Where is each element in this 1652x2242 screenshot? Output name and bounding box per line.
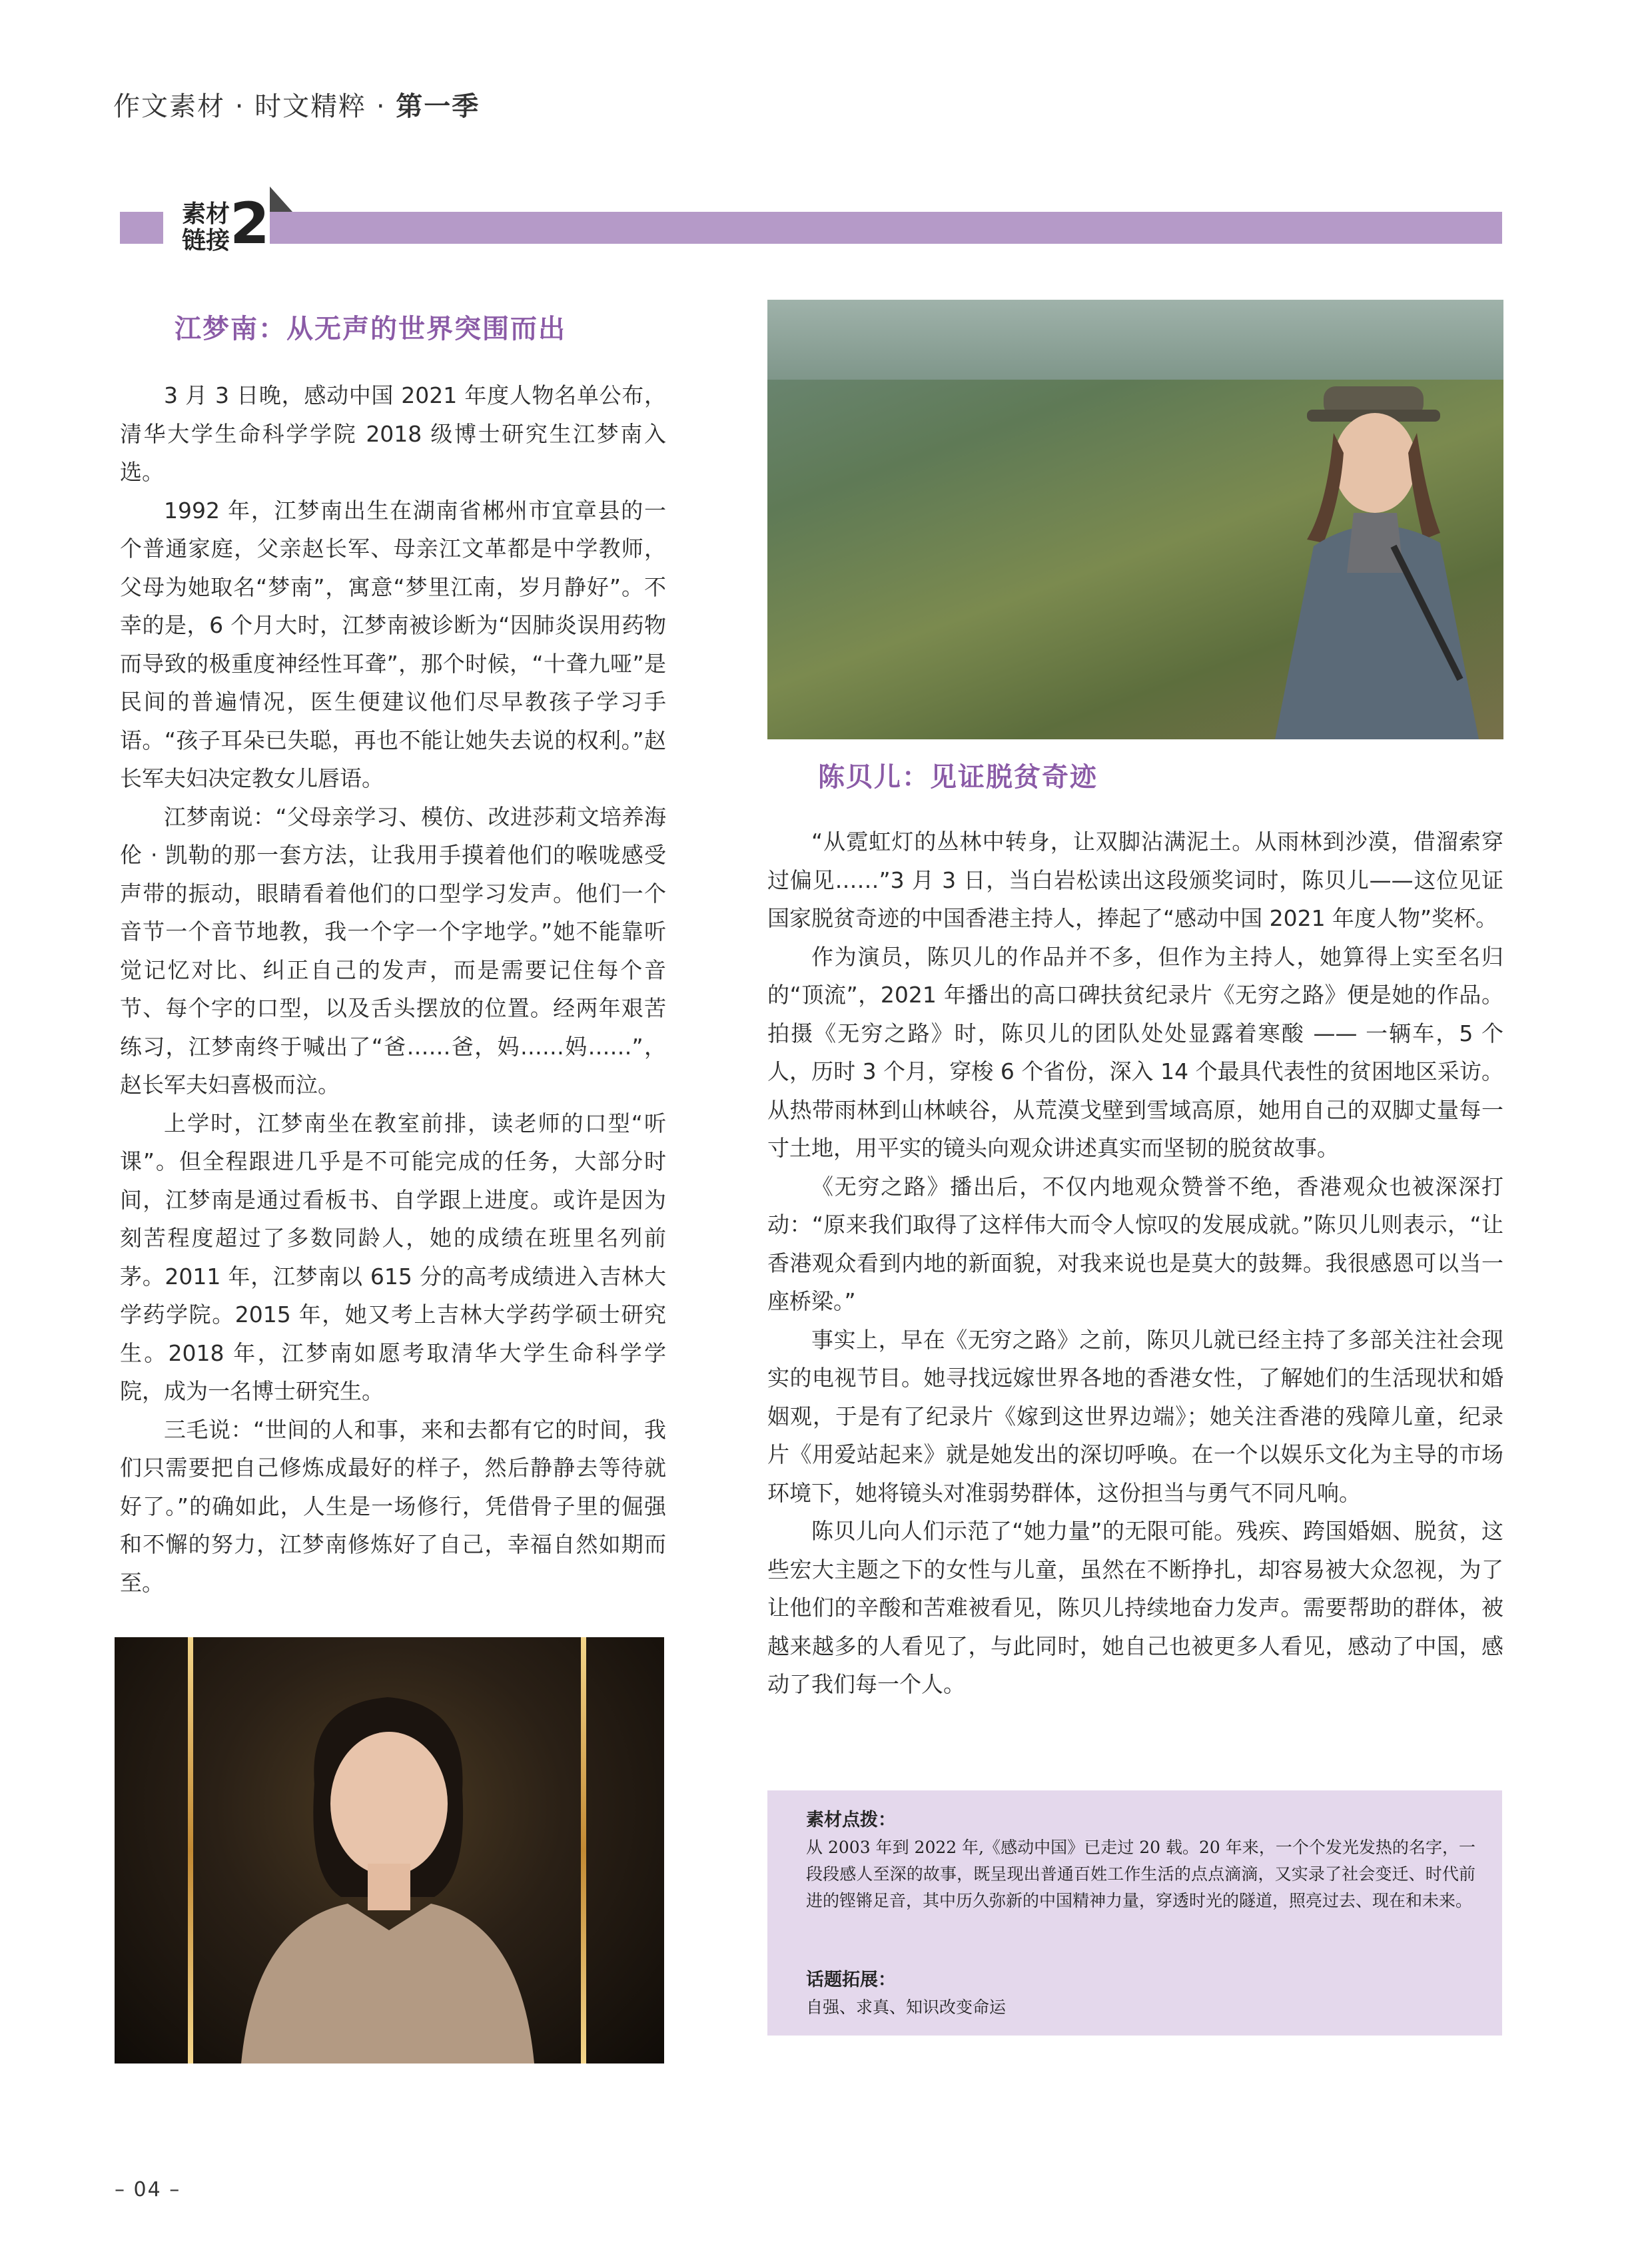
section-label-line2: 链接 bbox=[182, 227, 230, 254]
article1-paragraph: 1992 年，江梦南出生在湖南省郴州市宜章县的一个普通家庭，父亲赵长军、母亲江文革都是中学教师，父母为她取名“梦南”，寓意“梦里江南，岁月静好”。不幸的是，6 个月大时，江梦南被诊断为“因肺炎误用药物而导致的极重度神经性耳聋”，那个时候，“十聋九哑”是民间的普遍情况，医生便建议他们尽早教孩子学习手语。“孩子耳朵已失聪，再也不能让她失去说的权利。”赵长军夫妇决定教女儿唇语。 bbox=[120, 497, 666, 791]
tip-text: 从 2003 年到 2022 年,《感动中国》已走过 20 载。20 年来，一个个发光发热的名字，一段段感人至深的故事，既呈现出普通百姓工作生活的点点滴滴，又实录了社会变迁、时代前进的铿锵足音，其中历久弥新的中国精神力量，穿透时光的隧道，照亮过去、现在和未来。 bbox=[806, 1838, 1475, 1910]
section-badge bbox=[163, 187, 270, 261]
article2-paragraph: 事实上，早在《无穷之路》之前，陈贝儿就已经主持了多部关注社会现实的电视节目。她寻找远嫁世界各地的香港女性，了解她们的生活现状和婚姻观，于是有了纪录片《嫁到这世界边端》；她关注香港的残障儿童，纪录片《用爱站起来》就是她发出的深切呼唤。在一个以娱乐文化为主导的市场环境下，她将镜头对准弱势群体，这份担当与勇气不同凡响。 bbox=[767, 1326, 1503, 1506]
article2-paragraph: “从霓虹灯的丛林中转身，让双脚沾满泥土。从雨林到沙漠，借溜索穿过偏见……”3 月 3 日，当白岩松读出这段颁奖词时，陈贝儿——这位见证国家脱贫奇迹的中国香港主持人，捧起了“感动中国 2021 年度人物”奖杯。 bbox=[767, 829, 1503, 931]
article2-title: 陈贝儿：见证脱贫奇迹 bbox=[818, 762, 1098, 793]
article1-title: 江梦南：从无声的世界突围而出 bbox=[175, 314, 566, 344]
section-bar bbox=[120, 212, 1502, 244]
section-number: 2 bbox=[230, 190, 270, 257]
running-head-season: 第一季 bbox=[396, 91, 480, 122]
article1-paragraph: 3 月 3 日晚，感动中国 2021 年度人物名单公布，清华大学生命科学学院 2018 级博士研究生江梦南入选。 bbox=[120, 382, 666, 485]
article2-paragraph: 陈贝儿向人们示范了“她力量”的无限可能。残疾、跨国婚姻、脱贫，这些宏大主题之下的女性与儿童，虽然在不断挣扎，却容易被大众忽视，为了让他们的辛酸和苦难被看见，陈贝儿持续地奋力发声。需要帮助的群体，被越来越多的人看见了，与此同时，她自己也被更多人看见，感动了中国，感动了我们每一个人。 bbox=[767, 1518, 1503, 1697]
chen-beier-photo bbox=[767, 300, 1503, 739]
material-tip-box bbox=[767, 1790, 1502, 2036]
gold-light-strip bbox=[581, 1637, 586, 2063]
article1-paragraph: 三毛说：“世间的人和事，来和去都有它的时间，我们只需要把自己修炼成最好的样子，然后静静去等待就好了。”的确如此，人生是一场修行，凭借骨子里的倔强和不懈的努力，江梦南修炼好了自己，幸福自然如期而至。 bbox=[120, 1416, 666, 1596]
article1-body bbox=[120, 376, 666, 1602]
jiang-mengnan-photo bbox=[115, 1637, 664, 2063]
page-number: – 04 – bbox=[115, 2178, 181, 2201]
section-badge-label bbox=[182, 201, 230, 254]
tip-heading: 素材点拨： bbox=[806, 1810, 896, 1830]
article2-paragraph: 作为演员，陈贝儿的作品并不多，但作为主持人，她算得上实至名归的“顶流”，2021 年播出的高口碑扶贫纪录片《无穷之路》便是她的作品。拍摄《无穷之路》时，陈贝儿的团队处处显露着寒酸 —— 一辆车，5 个人，历时 3 个月，穿梭 6 个省份，深入 14 个最具代表性的贫困地区采访。从热带雨林到山林峡谷，从荒漠戈壁到雪域高原，她用自己的双脚丈量每一寸土地，用平实的镜头向观众讲述真实而坚韧的脱贫故事。 bbox=[767, 943, 1503, 1161]
photo-sky bbox=[767, 300, 1503, 380]
article2-paragraph: 《无穷之路》播出后，不仅内地观众赞誉不绝，香港观众也被深深打动：“原来我们取得了这样伟大而令人惊叹的发展成就。”陈贝儿则表示，“让香港观众看到内地的新面貌，对我来说也是莫大的鼓舞。我很感恩可以当一座桥梁。” bbox=[767, 1173, 1503, 1314]
running-head-prefix: 作文素材 · 时文精粹 · bbox=[113, 91, 396, 122]
section-label-line1: 素材 bbox=[182, 200, 230, 228]
article1-paragraph: 上学时，江梦南坐在教室前排，读老师的口型“听课”。但全程跟进几乎是不可能完成的任务，大部分时间，江梦南是通过看板书、自学跟上进度。或许是因为刻苦程度超过了多数同龄人，她的成绩在班里名列前茅。2011 年，江梦南以 615 分的高考成绩进入吉林大学药学院。2015 年，她又考上吉林大学药学硕士研究生。2018 年，江梦南如愿考取清华大学生命科学学院，成为一名博士研究生。 bbox=[120, 1110, 666, 1404]
person-figure bbox=[1260, 373, 1500, 739]
topic-heading: 话题拓展： bbox=[806, 1970, 896, 1990]
running-head bbox=[113, 85, 480, 123]
section-corner-decoration bbox=[270, 187, 292, 212]
gold-light-strip bbox=[188, 1637, 193, 2063]
portrait-figure bbox=[214, 1677, 561, 2063]
article2-body bbox=[767, 823, 1503, 1704]
topic-text: 自强、求真、知识改变命运 bbox=[806, 1998, 1007, 2017]
article1-paragraph: 江梦南说：“父母亲学习、模仿、改进莎莉文培养海伦 · 凯勒的那一套方法，让我用手摸着他们的喉咙感受声带的振动，眼睛看着他们的口型学习发声。他们一个音节一个音节地教，我一个字一个字地学。”她不能靠听觉记忆对比、纠正自己的发声，而是需要记住每个音节、每个字的口型，以及舌头摆放的位置。经两年艰苦练习，江梦南终于喊出了“爸……爸，妈……妈……”，赵长军夫妇喜极而泣。 bbox=[120, 803, 666, 1098]
